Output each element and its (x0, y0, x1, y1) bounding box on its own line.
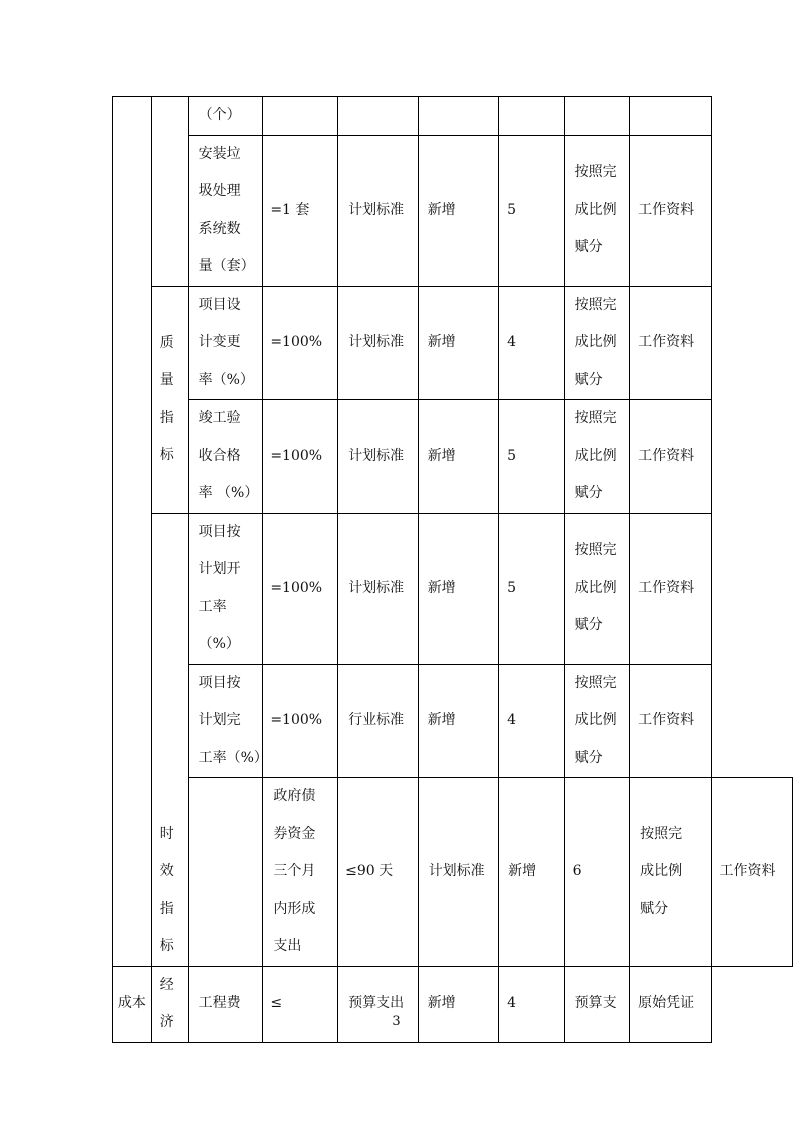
cost-group-cell: 成本 (113, 966, 152, 1042)
first-level-cell (188, 778, 263, 967)
value-cell: ≤ (263, 966, 338, 1042)
score-cell: 6 (564, 778, 630, 967)
indicator-cell: 工程费 (188, 966, 263, 1042)
type-cell: 新增 (418, 286, 498, 400)
table-row (113, 286, 793, 400)
method-cell: 按照完 成比例 赋分 (564, 400, 630, 514)
evidence-cell: 工作资料 (711, 778, 792, 967)
economic-group-cell: 经济 (151, 966, 188, 1042)
score-cell (499, 97, 565, 136)
score-cell: 4 (499, 966, 565, 1042)
indicator-cell: 项目按 计划开 工率 （%） (188, 513, 263, 664)
table-row (113, 778, 793, 967)
type-cell: 新增 (418, 513, 498, 664)
table-row (113, 97, 793, 136)
standard-cell: 计划标准 (338, 400, 419, 514)
value-cell: =100% (263, 664, 338, 778)
indicator-cell: 竣工验 收合格 率 （%） (188, 400, 263, 514)
evidence-cell: 工作资料 (630, 664, 711, 778)
timeliness-group-cell: 时效 指标 (151, 513, 188, 966)
standard-cell: 计划标准 (338, 135, 419, 286)
evidence-cell (630, 97, 711, 136)
method-cell: 按照完 成比例 赋分 (564, 135, 630, 286)
standard-cell (338, 97, 419, 136)
table-row (113, 400, 793, 514)
standard-cell: 计划标准 (418, 778, 498, 967)
value-cell: =100% (263, 400, 338, 514)
value-cell: =100% (263, 513, 338, 664)
score-cell: 5 (499, 135, 565, 286)
indicator-cell: 政府债 券资金 三个月 内形成 支出 (263, 778, 338, 967)
page-number: 3 (392, 1014, 401, 1029)
evidence-cell: 工作资料 (630, 400, 711, 514)
score-cell: 5 (499, 513, 565, 664)
type-cell: 新增 (499, 778, 565, 967)
method-cell: 按照完 成比例 赋分 (564, 513, 630, 664)
type-cell: 新增 (418, 664, 498, 778)
indicator-table (112, 96, 793, 1043)
method-cell: 按照完 成比例 赋分 (630, 778, 711, 967)
type-cell: 新增 (418, 400, 498, 514)
standard-cell: 计划标准 (338, 513, 419, 664)
indicator-cell: 安装垃 圾处理 系统数 量（套） (188, 135, 263, 286)
indicator-cell: 项目设 计变更 率（%） (188, 286, 263, 400)
value-cell: =1 套 (263, 135, 338, 286)
quality-group-cell: 质量 指标 (151, 286, 188, 513)
standard-cell: 预算支出 (338, 966, 419, 1042)
method-cell: 按照完 成比例 赋分 (564, 286, 630, 400)
indicator-cell: 项目按 计划完 工率（%） (188, 664, 263, 778)
score-cell: 4 (499, 664, 565, 778)
evidence-cell: 工作资料 (630, 135, 711, 286)
table-row (113, 135, 793, 286)
evidence-cell: 工作资料 (630, 513, 711, 664)
table-row (113, 513, 793, 664)
first-level-cell (113, 97, 152, 967)
value-cell: =100% (263, 286, 338, 400)
type-cell (418, 97, 498, 136)
standard-cell: 行业标准 (338, 664, 419, 778)
method-cell (564, 97, 630, 136)
second-level-cell (151, 97, 188, 287)
method-cell: 预算支 (564, 966, 630, 1042)
table-row (113, 966, 793, 1042)
standard-cell: 计划标准 (338, 286, 419, 400)
method-cell: 按照完 成比例 赋分 (564, 664, 630, 778)
value-cell (263, 97, 338, 136)
type-cell: 新增 (418, 135, 498, 286)
score-cell: 5 (499, 400, 565, 514)
evidence-cell: 工作资料 (630, 286, 711, 400)
indicator-cell: （个） (188, 97, 263, 136)
score-cell: 4 (499, 286, 565, 400)
type-cell: 新增 (418, 966, 498, 1042)
value-cell: ≤90 天 (338, 778, 419, 967)
table-row (113, 664, 793, 778)
evidence-cell: 原始凭证 (630, 966, 711, 1042)
